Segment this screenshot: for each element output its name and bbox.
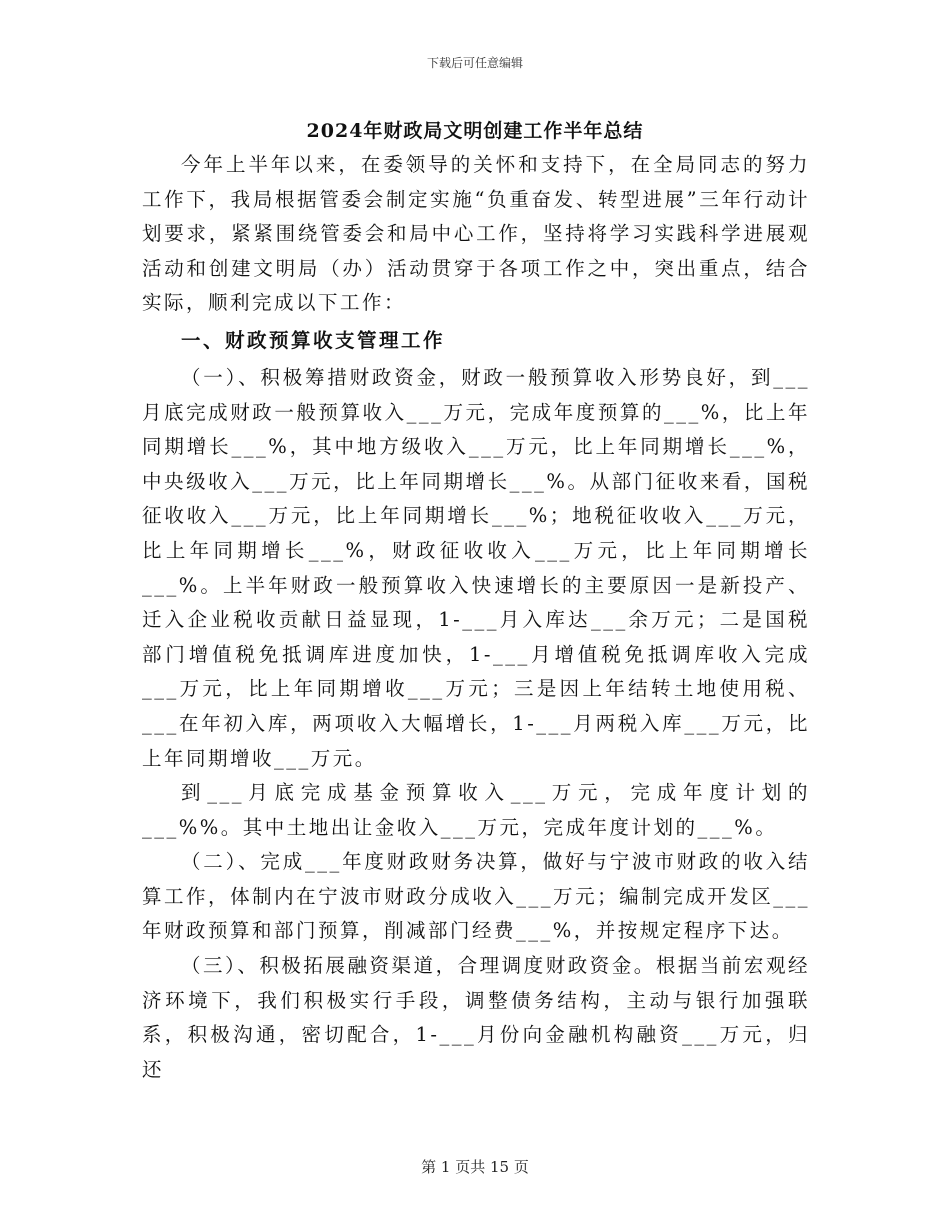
section-heading: 一、财政预算收支管理工作 — [181, 328, 446, 352]
intro-paragraph: 今年上半年以来，在委领导的关怀和支持下，在全局同志的努力工作下，我局根据管委会制定实施“负重奋发、转型进展”三年行动计划要求，紧紧围绕管委会和局中心工作，坚持将学习实践科学进展观活动和创建文明局（办）活动贯穿于各项工作之中，突出重点，结合实际，顺利完成以下工作： — [142, 153, 810, 315]
body-paragraph-3: （二）、完成___年度财政财务决算，做好与宁波市财政的收入结算工作，体制内在宁波市财政分成收入___万元；编制完成开发区___年财政预算和部门预算，削减部门经费___%，并按规定程序下达。 — [142, 850, 810, 943]
page-header-note: 下载后可任意编辑 — [426, 56, 523, 70]
body-paragraph-1: （一）、积极筹措财政资金，财政一般预算收入形势良好，到___月底完成财政一般预算收入___万元，完成年度预算的___%，比上年同期增长___%，其中地方级收入___万元，比上年同期增长___%，中央级收入___万元，比上年同期增长___%。从部门征收来看，国税征收收入___万元，比上年同期增长___%；地税征收收入___万元，比上年同期增长___%，财政征收收入___万元，比上年同期增长___%。上半年财政一般预算收入快速增长的主要原因一是新投产、迁入企业税收贡献日益显现，1-___月入库达___余万元；二是国税部门增值税免抵调库进度加快，1-___月增值税免抵调库收入完成___万元，比上年同期增收___万元；三是因上年结转土地使用税、___在年初入库，两项收入大幅增长，1-___月两税入库___万元，比上年同期增收___万元。 — [142, 365, 810, 770]
document-title: 2024年财政局文明创建工作半年总结 — [306, 120, 644, 142]
body-paragraph-2: 到___月底完成基金预算收入___万元，完成年度计划的___%%。其中土地出让金收入___万元，完成年度计划的___%。 — [142, 781, 810, 839]
body-paragraph-4: （三）、积极拓展融资渠道，合理调度财政资金。根据当前宏观经济环境下，我们积极实行手段，调整债务结构，主动与银行加强联系，积极沟通，密切配合，1-___月份向金融机构融资___万元，归还 — [142, 954, 810, 1081]
page-footer: 第 1 页共 15 页 — [421, 1158, 529, 1176]
document-body — [142, 148, 810, 1087]
